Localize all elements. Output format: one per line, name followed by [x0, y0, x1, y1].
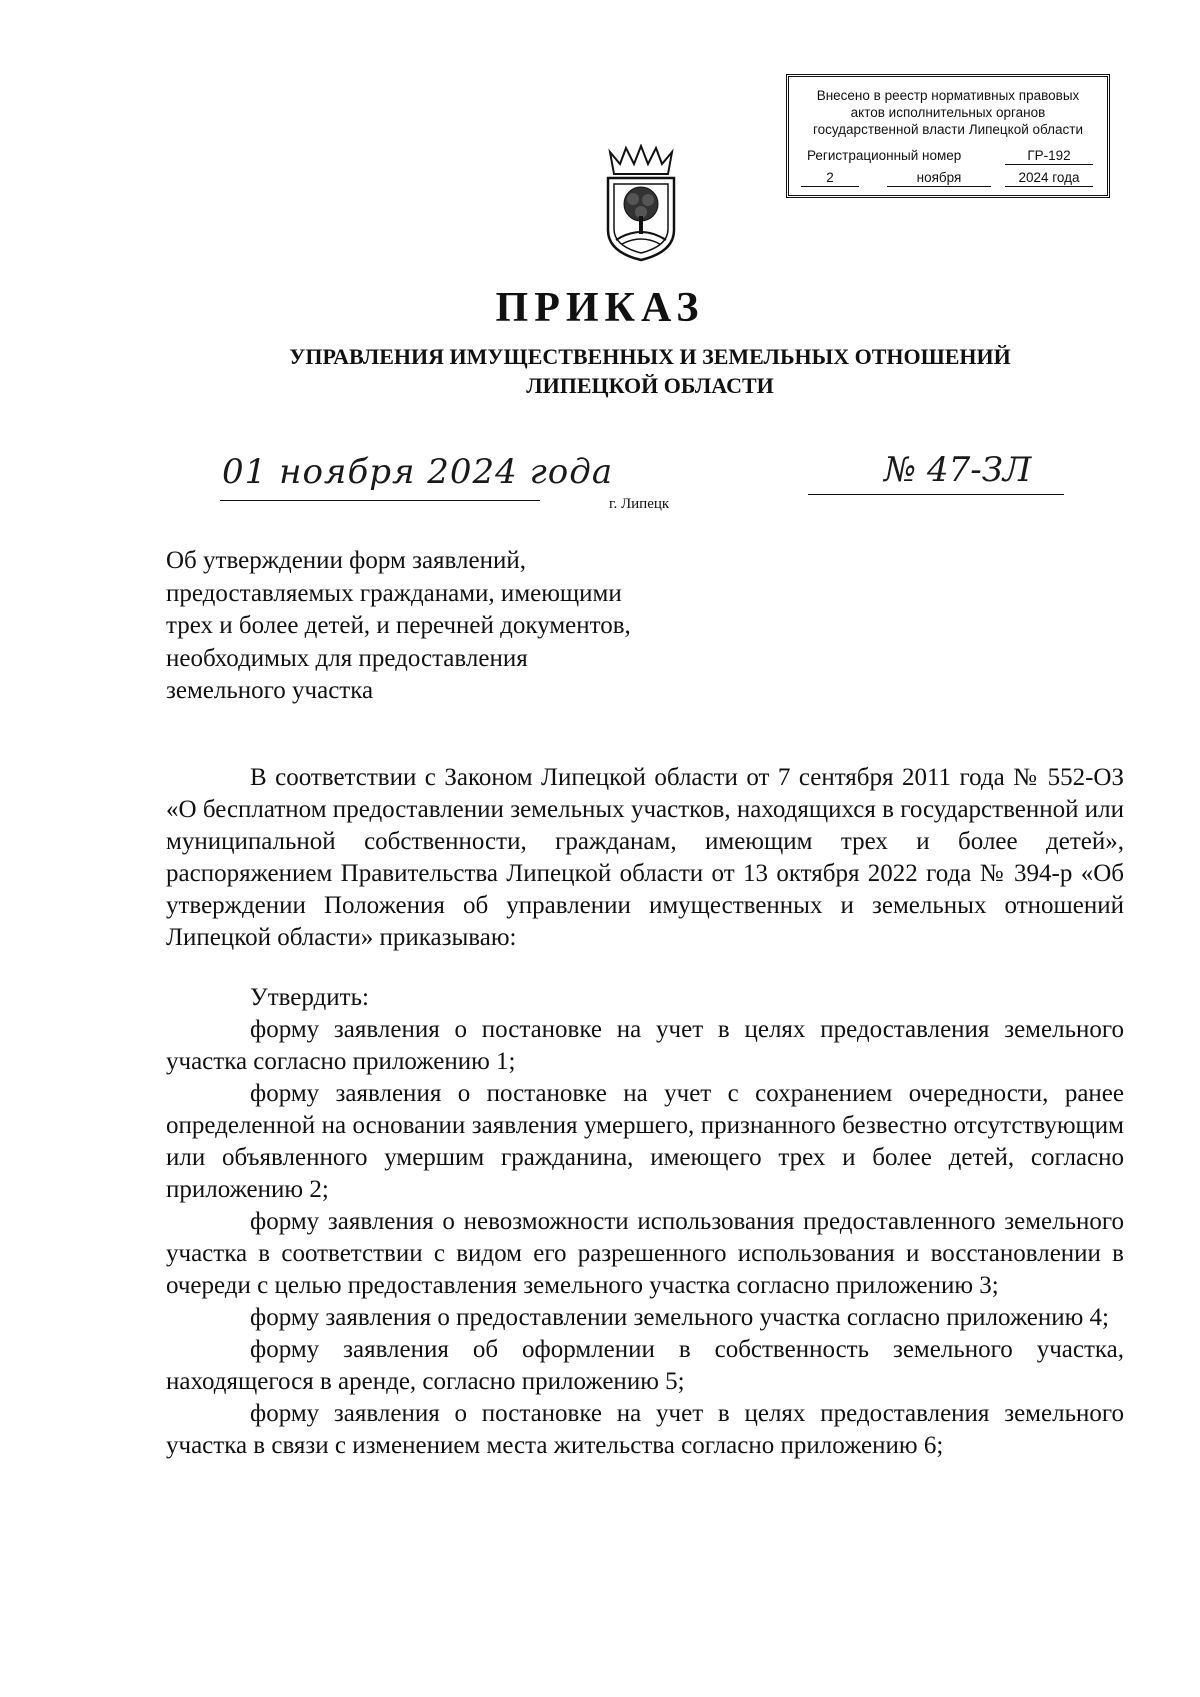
date-underline	[220, 500, 540, 501]
approve-label: Утвердить:	[250, 984, 369, 1011]
heading-line-4: необходимых для предоставления	[166, 644, 528, 672]
order-date: 01 ноября 2024 года	[222, 452, 614, 492]
list-item: форму заявления о невозможности использования предоставленного земельного участка в соответствии с видом его разрешенного использования и восстановлении в очереди с целью предоставления земельного участка согласно приложению 3;	[166, 1208, 1124, 1299]
list-item: форму заявления о постановке на учет с сохранением очередности, ранее определенной на основании заявления умершего, признанного безвестно отсутствующим или объявленного умершим гражданина, имеющего трех и более детей, согласно приложению 2;	[166, 1080, 1124, 1203]
order-number: № 47-ЗЛ	[884, 450, 1032, 490]
heading-line-5: земельного участка	[166, 677, 374, 704]
list-item: форму заявления о предоставлении земельного участка согласно приложению 4;	[250, 1304, 1109, 1331]
stamp-registration-row	[789, 147, 1107, 165]
stamp-line-1: Внесено в реестр нормативных правовых	[816, 88, 1080, 103]
stamp-date-row	[789, 169, 1107, 187]
stamp-month: ноября	[887, 169, 991, 187]
city-label: г. Липецк	[609, 496, 670, 512]
stamp-registration-label: Регистрационный номер	[807, 148, 962, 163]
lipetsk-coat-of-arms-icon	[600, 144, 682, 262]
issuer-line-1: УПРАВЛЕНИЯ ИМУЩЕСТВЕННЫХ И ЗЕМЕЛЬНЫХ ОТНОШЕНИЙ	[289, 344, 1011, 369]
stamp-line-3: государственной власти Липецкой области	[812, 122, 1084, 137]
preamble-paragraph: В соответствии с Законом Липецкой области от 7 сентября 2011 года № 552-ОЗ «О бесплатном предоставлении земельных участков, находящихся в государственной или муниципальной собственности, гражданам, имеющим трех и более детей», распоряжением Правительства Липецкой области от 13 октября 2022 года № 394-р «Об утверждении Положения об управлении имущественных и земельных отношений Липецкой области» приказываю:	[166, 764, 1124, 951]
list-item: форму заявления о постановке на учет в целях предоставления земельного участка в связи с изменением места жительства согласно приложению 6;	[166, 1400, 1124, 1459]
approval-list	[166, 982, 1124, 1462]
stamp-line-2: актов исполнительных органов	[850, 105, 1046, 120]
list-item: форму заявления об оформлении в собственность земельного участка, находящегося в аренде, согласно приложению 5;	[166, 1336, 1124, 1395]
issuer-name	[0, 342, 1200, 400]
stamp-day: 2	[801, 169, 859, 187]
heading-line-3: трех и более детей, и перечней документов,	[166, 612, 631, 639]
list-item: форму заявления о постановке на учет в целях предоставления земельного участка согласно приложению 1;	[166, 1016, 1124, 1075]
heading-line-2: предоставляемых гражданами, имеющими	[166, 579, 622, 607]
number-underline	[808, 494, 1064, 495]
issuer-line-2: ЛИПЕЦКОЙ ОБЛАСТИ	[526, 373, 774, 398]
registry-stamp	[786, 74, 1110, 198]
order-heading	[166, 545, 726, 708]
heading-line-1: Об утверждении форм заявлений,	[166, 547, 526, 574]
page-title: ПРИКАЗ	[495, 285, 705, 331]
stamp-registration-number: ГР-192	[1005, 147, 1093, 165]
stamp-year: 2024 года	[1005, 169, 1093, 187]
